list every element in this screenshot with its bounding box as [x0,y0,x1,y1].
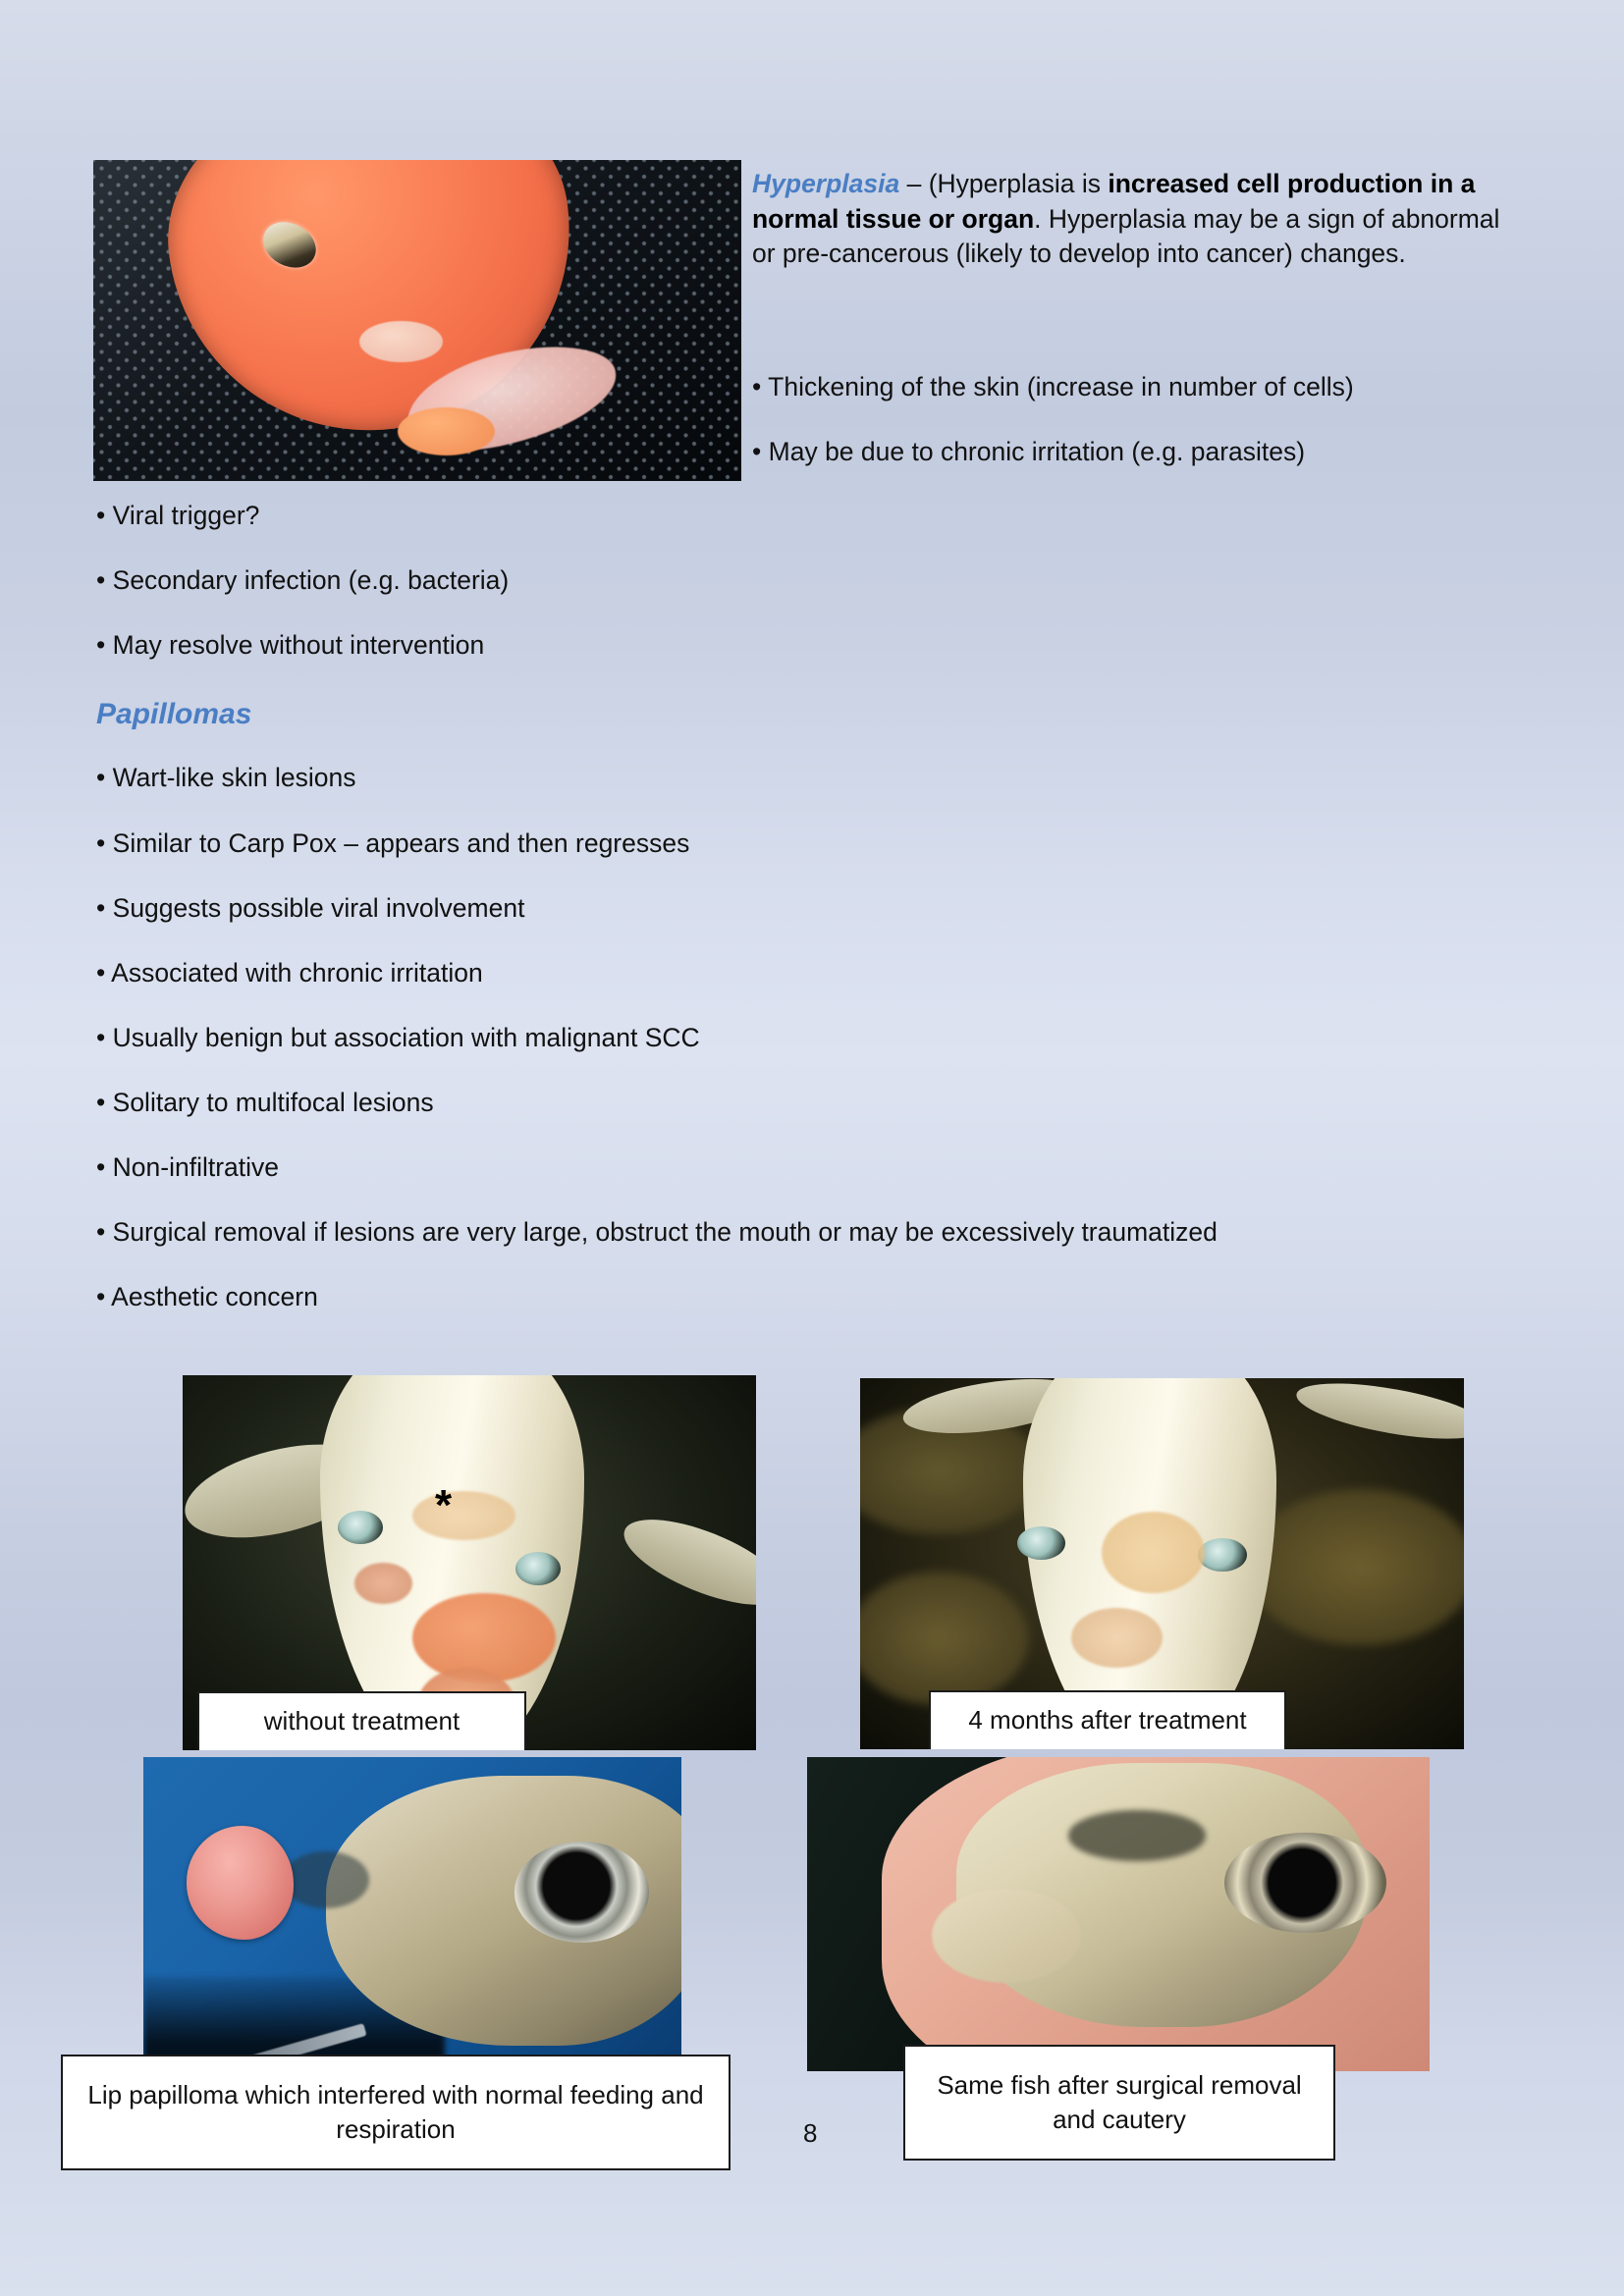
papillomas-bullet-4: • Associated with chronic irritation [96,958,483,988]
fish-eye [514,1842,649,1942]
caption-4-months-after-treatment [929,1690,1286,1749]
caption-without-treatment [197,1691,526,1750]
snout-shadow [283,1851,369,1908]
caption-4-months-after-treatment-text: 4 months after treatment [968,1705,1247,1735]
papillomas-bullet-9: • Aesthetic concern [96,1282,318,1311]
surgical-site [932,1889,1081,1983]
fish-eye-right [1198,1538,1246,1572]
fish-eye-left [338,1511,384,1544]
hyperplasia-left-bullet-3: • May resolve without intervention [96,630,485,660]
papillomas-bullet-8: • Surgical removal if lesions are very large, obstruct the mouth or may be excessively traumatized [96,1217,1218,1247]
caption-postop-text: Same fish after surgical removal and cautery [937,2069,1302,2134]
hyperplasia-text-after: . Hyperplasia may be a sign of abnormal or pre-cancerous (likely to develop into cancer) changes. [752,203,1500,268]
figure-fish-papilloma-treated [860,1378,1464,1749]
caption-lip-papilloma-text: Lip papilloma which interfered with normal feeding and respiration [87,2079,704,2144]
hyperplastic-lesion-secondary [359,321,444,363]
orange-nodule [398,407,495,455]
page-number: 8 [803,2118,818,2148]
caption-postop [903,2045,1335,2161]
residual-lesion [1102,1512,1205,1593]
fish-eye [1224,1833,1386,1933]
papillomas-bullet-5: • Usually benign but association with malignant SCC [96,1023,700,1052]
hyperplasia-dash: – [899,169,929,198]
papillomas-bullet-1: • Wart-like skin lesions [96,763,356,792]
residual-lesion-2 [1071,1608,1162,1667]
pale-lesion [412,1491,515,1540]
hyperplasia-definition-paragraph [752,167,1528,272]
papillomas-bullet-2: • Similar to Carp Pox – appears and then regresses [96,828,690,858]
hyperplasia-text-before: (Hyperplasia is [928,169,1109,198]
caption-without-treatment-text: without treatment [263,1706,460,1736]
figure-lip-papilloma-postop [807,1757,1430,2071]
hyperplasia-bold-phrase: increased cell production in a normal tissue or organ [752,169,1476,234]
hyperplasia-bullet-1: • Thickening of the skin (increase in number of cells) [752,372,1354,401]
substrate-rock-3 [1247,1489,1464,1645]
asterisk-marker: * [434,1480,453,1529]
papilloma-lesion-side [354,1563,411,1604]
figure-koi-head-hyperplasia [93,160,741,481]
figure-lip-papilloma-profile [143,1757,681,2071]
figure-fish-papilloma-untreated [183,1375,756,1750]
fish-eye-left [1017,1526,1065,1560]
papillomas-bullet-7: • Non-infiltrative [96,1152,280,1182]
head-dark-marking [1068,1810,1205,1860]
lip-papilloma [187,1826,295,1939]
hyperplasia-left-bullet-1: • Viral trigger? [96,501,260,530]
papillomas-heading: Papillomas [96,698,252,730]
hyperplasia-left-bullet-2: • Secondary infection (e.g. bacteria) [96,565,510,595]
hyperplasia-bullet-2: • May be due to chronic irritation (e.g. parasites) [752,437,1306,466]
papillomas-bullet-3: • Suggests possible viral involvement [96,893,525,923]
caption-lip-papilloma [61,2055,731,2170]
hyperplasia-heading: Hyperplasia [752,169,900,198]
fish-eye-right [515,1552,562,1585]
papillomas-bullet-6: • Solitary to multifocal lesions [96,1088,434,1117]
